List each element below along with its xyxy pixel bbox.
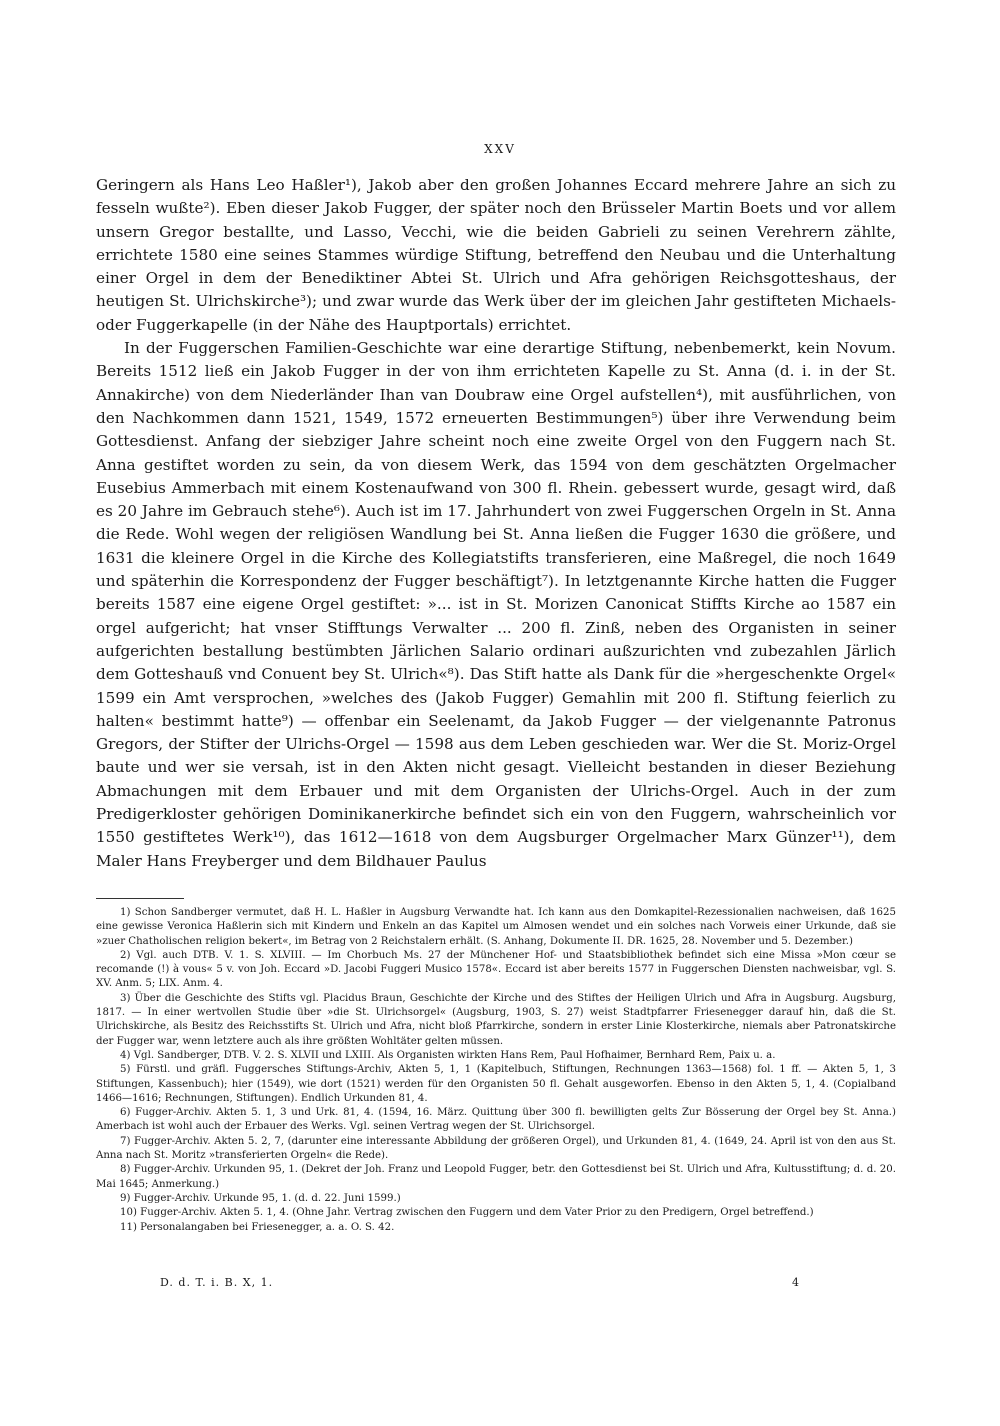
signature-mark: D. d. T. i. B. X, 1. <box>160 1276 274 1289</box>
page-footer <box>160 1276 800 1289</box>
sheet-number: 4 <box>792 1276 800 1289</box>
footnote-10: 10) Fugger-Archiv. Akten 5. 1, 4. (Ohne Jahr. Vertrag zwischen den Fuggern und dem Vater Prior zu den Predigern, Orgel betreffend.) <box>120 1207 814 1219</box>
footnote-4: 4) Vgl. Sandberger, DTB. V. 2. S. XLVII und LXIII. Als Organisten wirkten Hans Rem, Paul Hofhaimer, Bernhard Rem, Paix u. a. <box>120 1049 776 1061</box>
footnote-11: 11) Personalangaben bei Friesenegger, a. a. O. S. 42. <box>120 1221 395 1233</box>
footnote-2: 2) Vgl. auch DTB. V. 1. S. XLVIII. — Im Chorbuch Ms. 27 der Münchener Hof- und Staatsbibliothek befindet sich eine Missa »Mon cœur se recomande (!) à vous« 5 v. von Joh. Eccard »D. Jacobi Fuggeri Musico 1578«. Eccard ist aber bereits 1577 in Fuggerschen Diensten nachweisbar, vgl. S. XV. Anm. 5; LIX. Anm. 4. <box>96 949 896 990</box>
footnote-8: 8) Fugger-Archiv. Urkunden 95, 1. (Dekret der Joh. Franz und Leopold Fugger, betr. den Gottesdienst bei St. Ulrich und Afra, Kultusstiftung; d. d. 20. Mai 1645; Anmerkung.) <box>96 1164 896 1190</box>
main-text <box>96 174 896 873</box>
footnote-1: 1) Schon Sandberger vermutet, daß H. L. Haßler in Augsburg Verwandte hat. Ich kann aus den Domkapitel-Rezessionalien nachweisen, daß 1625 eine gewisse Veronica Haßlerin sich mit Kindern und Enkeln an das Kapitel um Almosen wendet und ein solches nach Vorweis einer Urkunde, daß sie »zuer Chatholischen religion bekert«, im Betrag von 2 Reichstalern erhält. (S. Anhang, Dokumente II. DR. 1625, 28. November und 5. Dezember.) <box>96 907 896 947</box>
footnote-divider <box>96 898 184 899</box>
footnote-6: 6) Fugger-Archiv. Akten 5. 1, 3 und Urk. 81, 4. (1594, 16. März. Quittung über 300 fl. bewilligten gelts Zur Bösserung der Orgel bey St. Anna.) Amerbach ist wohl auch der Erbauer des Werks. Vgl. seinen Vertrag wegen der St. Ulrichsorgel. <box>96 1107 896 1133</box>
footnotes <box>96 906 896 1235</box>
paragraph: Geringern als Hans Leo Haßler¹), Jakob aber den großen Johannes Eccard mehrere Jahre an sich zu fesseln wußte²). Eben dieser Jakob Fugger, der später noch den Brüsseler Martin Boets und vor allem unsern Gregor bestallte, und Lasso, Vecchi, wie die beiden Gabrieli zu seinen Verehrern zählte, errichtete 1580 eine seines Stammes würdige Stiftung, betreffend den Neubau und die Unterhaltung einer Orgel in dem der Benediktiner Abtei St. Ulrich und Afra gehörigen Reichsgotteshaus, der heutigen St. Ulrichskirche³); und zwar wurde das Werk über der im gleichen Jahr gestifteten Michaels- oder Fuggerkapelle (in der Nähe des Hauptportals) errichtet. <box>96 176 896 334</box>
footnote-7: 7) Fugger-Archiv. Akten 5. 2, 7, (darunter eine interessante Abbildung der größeren Orgel), und Urkunden 81, 4. (1649, 24. April ist von den aus St. Anna nach St. Moritz »transferierten Orgeln« die Rede). <box>96 1135 896 1162</box>
footnote-5: 5) Fürstl. und gräfl. Fuggersches Stiftungs-Archiv, Akten 5, 1, 1 (Kapitelbuch, Stiftungen, Rechnungen 1363—1568) fol. 1 ff. — Akten 5, 1, 3 Stiftungen, Kassenbuch); hier (1549), wie dort (1521) werden für den Organisten 50 fl. Gehalt ausgeworfen. Ebenso in den Akten 5, 1, 4. (Copialband 1466—1616; Rechnungen, Stiftungen). Endlich Urkunden 81, 4. <box>96 1064 896 1104</box>
footnote-3: 3) Über die Geschichte des Stifts vgl. Placidus Braun, Geschichte der Kirche und des Stiftes der Heiligen Ulrich und Afra in Augsburg. Augsburg, 1817. — In einer wertvollen Studie über »die St. Ulrichsorgel« (Augsburg, 1903, S. 27) weist Stadtpfarrer Friesenegger darauf hin, daß die St. Ulrichskirche, als Besitz des Reichsstifts St. Ulrich und Afra, nicht bloß Pfarrkirche, sondern in erster Linie Klosterkirche, niemals aber Patronatskirche der Fugger war, wenn letztere auch als ihre größten Wohltäter gelten müssen. <box>96 992 896 1047</box>
paragraph: In der Fuggerschen Familien-Geschichte war eine derartige Stiftung, nebenbemerkt, kein Novum. Bereits 1512 ließ ein Jakob Fugger in der von ihm errichteten Kapelle zu St. Anna (d. i. in der St. Annakirche) von dem Niederländer Ihan van Doubraw eine Orgel aufstellen⁴), mit ausführlichen, von den Nachkommen dann 1521, 1549, 1572 erneuerten Bestimmungen⁵) über ihre Verwendung beim Gottesdienst. Anfang der siebziger Jahre scheint noch eine zweite Orgel von den Fuggern nach St. Anna gestiftet worden zu sein, da von diesem Werk, das 1594 von dem geschätzten Orgelmacher Eusebius Ammerbach mit einem Kostenaufwand von 300 fl. Rhein. gebessert wurde, gesagt wird, daß es 20 Jahre im Gebrauch stehe⁶). Auch ist im 17. Jahrhundert von zwei Fuggerschen Orgeln in St. Anna die Rede. Wohl wegen der religiösen Wandlung bei St. Anna ließen die Fugger 1630 die größere, und 1631 die kleinere Orgel in die Kirche des Kollegiatstifts transferieren, eine Maßregel, die noch 1649 und späterhin die Korrespondenz der Fugger beschäftigt⁷). In letztgenannte Kirche hatten die Fugger bereits 1587 eine eigene Orgel gestiftet: »... ist in St. Morizen Canonicat Stiffts Kirche ao 1587 ein orgel aufgericht; hat vnser Stifftungs Verwalter ... 200 fl. Zinß, neben des Organisten in seiner aufgerichten bestallung bestümbten Järlichen Salario ordinari außzurichten vnd zubezahlen Järlich dem Gotteshauß vnd Conuent bey St. Ulrich«⁸). Das Stift hatte als Dank für die »hergeschenkte Orgel« 1599 ein Amt versprochen, »welches des (Jakob Fugger) Gemahlin mit 200 fl. Stiftung feierlich zu halten« bestimmt hatte⁹) — offenbar ein Seelenamt, da Jakob Fugger — der vielgenannte Patronus Gregors, der Stifter der Ulrichs-Orgel — 1598 aus dem Leben geschieden war. Wer die St. Moriz-Orgel baute und wer sie versah, ist in den Akten nicht gesagt. Vielleicht bestanden in dieser Beziehung Abmachungen mit dem Erbauer und mit dem Organisten der Ulrichs-Orgel. Auch in der zum Predigerkloster gehörigen Dominikanerkirche befindet sich ein von den Fuggern, wahrscheinlich vor 1550 gestiftetes Werk¹⁰), das 1612—1618 von dem Augsburger Orgelmacher Marx Günzer¹¹), dem Maler Hans Freyberger und dem Bildhauer Paulus <box>96 339 896 870</box>
footnote-9: 9) Fugger-Archiv. Urkunde 95, 1. (d. d. 22. Juni 1599.) <box>120 1192 401 1204</box>
page-number: XXV <box>484 142 516 156</box>
